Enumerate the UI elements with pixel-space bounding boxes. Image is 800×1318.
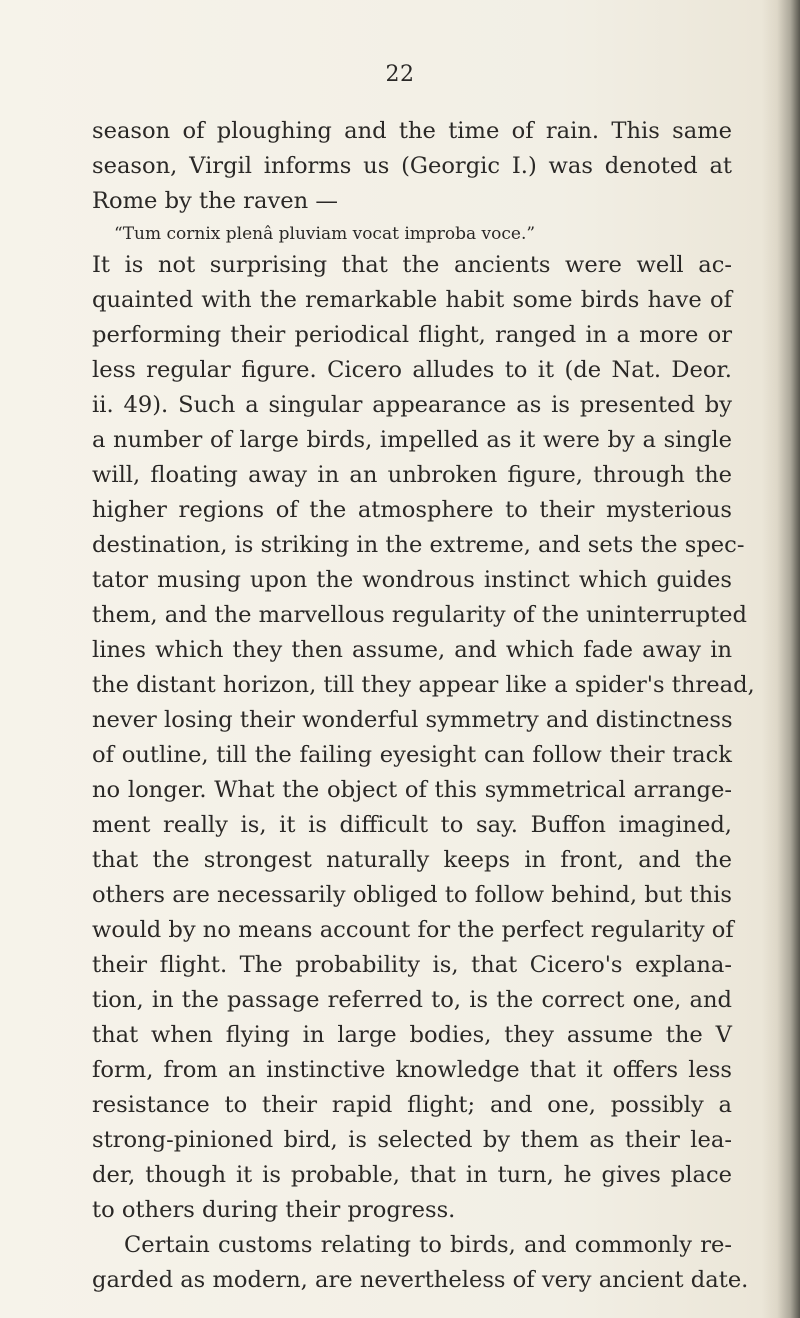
main-paragraph bbox=[92, 248, 755, 1298]
top-paragraph bbox=[92, 114, 732, 257]
text-line: lines which they then assume, and which fade away in bbox=[92, 637, 732, 663]
text-line: der, though it is probable, that in turn, he gives place bbox=[92, 1162, 732, 1188]
text-line: tion, in the passage referred to, is the correct one, and bbox=[92, 987, 732, 1013]
text-line: garded as modern, are nevertheless of very ancient date. bbox=[92, 1267, 749, 1293]
text-line: performing their periodical flight, ranged in a more or bbox=[92, 322, 732, 348]
text-line: resistance to their rapid flight; and one, possibly a bbox=[92, 1092, 732, 1118]
text-line: their flight. The probability is, that Cicero's explana- bbox=[92, 952, 732, 978]
text-line: that the strongest naturally keeps in front, and the bbox=[92, 847, 732, 873]
text-line: destination, is striking in the extreme, and sets the spec- bbox=[92, 532, 745, 558]
text-line: Certain customs relating to birds, and commonly re- bbox=[124, 1232, 732, 1258]
text-line: ii. 49). Such a singular appearance as is presented by bbox=[92, 392, 732, 418]
text-line: no longer. What the object of this symmetrical arrange- bbox=[92, 777, 732, 803]
text-line: quainted with the remarkable habit some birds have of bbox=[92, 287, 732, 313]
text-line: to others during their progress. bbox=[92, 1197, 456, 1223]
text-line: season of ploughing and the time of rain. This same bbox=[92, 118, 732, 144]
text-line: less regular figure. Cicero alludes to it (de Nat. Deor. bbox=[92, 357, 732, 383]
latin-quotation: “Tum cornix plenâ pluviam vocat improba voce.” bbox=[114, 224, 536, 244]
text-line: would by no means account for the perfect regularity of bbox=[92, 917, 734, 943]
text-line: others are necessarily obliged to follow behind, but this bbox=[92, 882, 732, 908]
text-line: the distant horizon, till they appear like a spider's thread, bbox=[92, 672, 755, 698]
text-line: will, floating away in an unbroken figure, through the bbox=[92, 462, 732, 488]
page-binding-edge bbox=[762, 0, 800, 1318]
page-number: 22 bbox=[385, 62, 415, 87]
text-line: a number of large birds, impelled as it were by a single bbox=[92, 427, 732, 453]
text-line: that when flying in large bodies, they assume the V bbox=[92, 1022, 732, 1048]
text-line: season, Virgil informs us (Georgic I.) was denoted at bbox=[92, 153, 732, 179]
text-line: ment really is, it is difficult to say. Buffon imagined, bbox=[92, 812, 732, 838]
text-line: them, and the marvellous regularity of the uninterrupted bbox=[92, 602, 747, 628]
text-line: It is not surprising that the ancients were well ac- bbox=[92, 252, 732, 278]
text-line: of outline, till the failing eyesight can follow their track bbox=[92, 742, 732, 768]
text-line: never losing their wonderful symmetry and distinctness bbox=[92, 707, 733, 733]
text-line: Rome by the raven — bbox=[92, 188, 338, 214]
text-line: higher regions of the atmosphere to their mysterious bbox=[92, 497, 732, 523]
text-line: form, from an instinctive knowledge that it offers less bbox=[92, 1057, 732, 1083]
text-line: tator musing upon the wondrous instinct which guides bbox=[92, 567, 732, 593]
text-line: strong-pinioned bird, is selected by them as their lea- bbox=[92, 1127, 732, 1153]
